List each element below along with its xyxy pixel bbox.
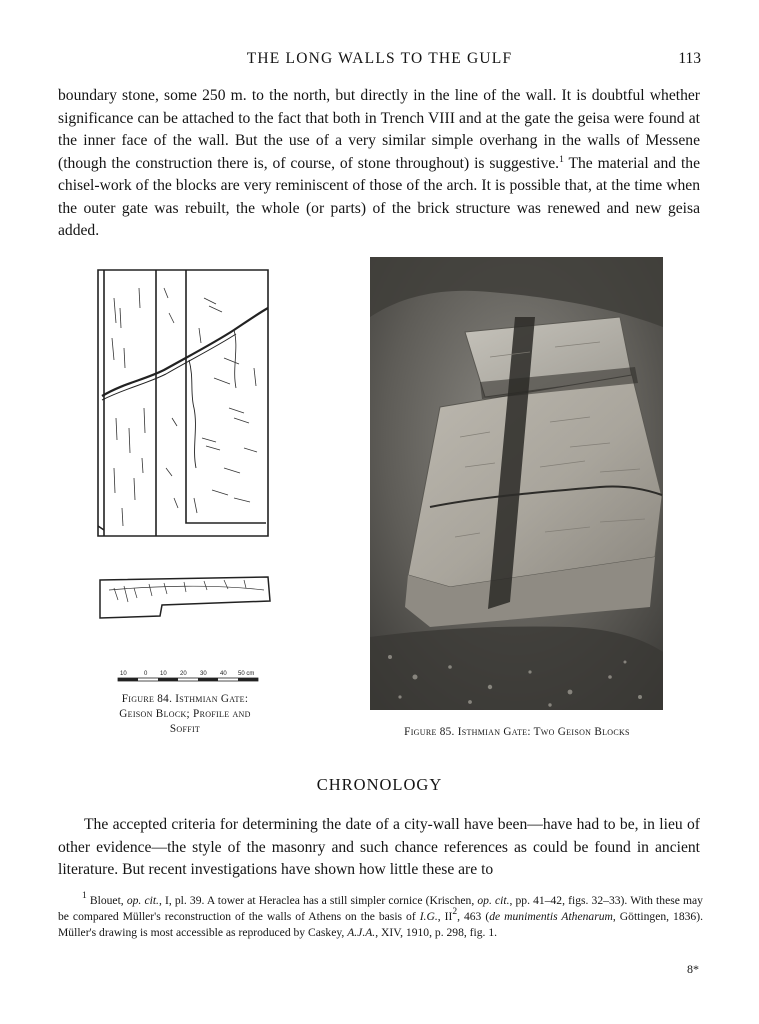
- footnote-reference: 1: [559, 154, 564, 165]
- paragraph-2: The accepted criteria for determining the date of a city-wall have been—have had to be, in lieu of other evidence—the style of the masonry and such chance references as could be found in ancient literature. But recent investigations have shown how little these are to: [58, 816, 700, 878]
- scale-labels: [120, 671, 254, 677]
- footnote-text: , Göttingen, 1836). Müller's drawing is most accessible as reproduced by Caskey,: [58, 910, 703, 940]
- footnote-text: , II: [437, 910, 453, 924]
- figure-84-drawing: [94, 268, 274, 688]
- caption-line: Geison Block; Profile and: [119, 708, 251, 720]
- geison-block-drawing: [94, 268, 274, 688]
- chisel-marks: [112, 288, 257, 526]
- caption-line: Figure 84. Isthmian Gate:: [121, 693, 249, 705]
- paragraph-1-text-b: The material and the chisel-work of the blocks are very reminiscent of those of the arch. It is possible that, at the time when the outer gate was rebuilt, the whole (or parts) of the brick structure was renewed and new geisa added.: [58, 154, 700, 239]
- footnote-text: , I, pl. 39. A tower at Heraclea has a still simpler cornice (Krischen,: [158, 894, 478, 907]
- scale-label: 20: [180, 671, 187, 677]
- paragraph-1: [58, 85, 700, 243]
- paragraph-1-text-a: boundary stone, some 250 m. to the north, but directly in the line of the wall. It is doubtful whether significance can be attached to the fact that both in Trench VIII and at the gate the geisa were found at the inner face of the wall. But the use of a very similar simple overhang in the walls of Messene (though the construction there is, of course, of stone throughout) is suggestive.: [58, 87, 700, 172]
- footnote-mark: 1: [82, 891, 87, 901]
- footnote-text: Blouet,: [86, 894, 127, 907]
- footnote-text: , XIV, 1910, p. 298, fig. 1.: [375, 926, 498, 940]
- footnote: [58, 893, 703, 942]
- section-heading: CHRONOLOGY: [316, 775, 443, 794]
- scale-label: 10: [120, 671, 127, 677]
- footnote-text: , pp. 41–42, figs. 32–33). With these may be compared Müller's reconstruction of the walls of Athens on the basis of: [58, 894, 703, 924]
- crack-lines: [102, 308, 268, 468]
- scale-label: 50 cm: [238, 671, 255, 677]
- scale-label: 10: [160, 671, 167, 677]
- running-title: THE LONG WALLS TO THE GULF: [246, 50, 513, 67]
- scale-label: 0: [144, 671, 148, 677]
- signature-mark: 8*: [687, 962, 699, 976]
- page-number: 113: [678, 50, 701, 67]
- figure-85-caption: Figure 85. Isthmian Gate: Two Geison Blocks: [404, 726, 630, 738]
- footnote-italic: A.J.A.: [347, 926, 376, 940]
- caption-line: Soffit: [169, 723, 201, 735]
- footnote-text: , 463 (: [457, 910, 490, 924]
- scale-bar: [118, 678, 258, 681]
- figure-84-caption: [92, 692, 278, 737]
- geison-blocks-photo: [370, 257, 663, 710]
- running-head: [0, 50, 759, 72]
- footnote-italic: op. cit.: [477, 894, 510, 907]
- figure-85-photo: [370, 257, 663, 710]
- footnote-superscript: 2: [452, 907, 458, 918]
- scale-label: 30: [200, 671, 207, 677]
- footnote-italic: op. cit.: [126, 894, 159, 907]
- profile-hatching: [109, 580, 264, 602]
- footnote-italic: I.G.: [419, 910, 438, 924]
- soffit-outline: [98, 270, 268, 536]
- scale-label: 40: [220, 671, 227, 677]
- footnote-italic: de munimentis Athenarum: [489, 910, 613, 924]
